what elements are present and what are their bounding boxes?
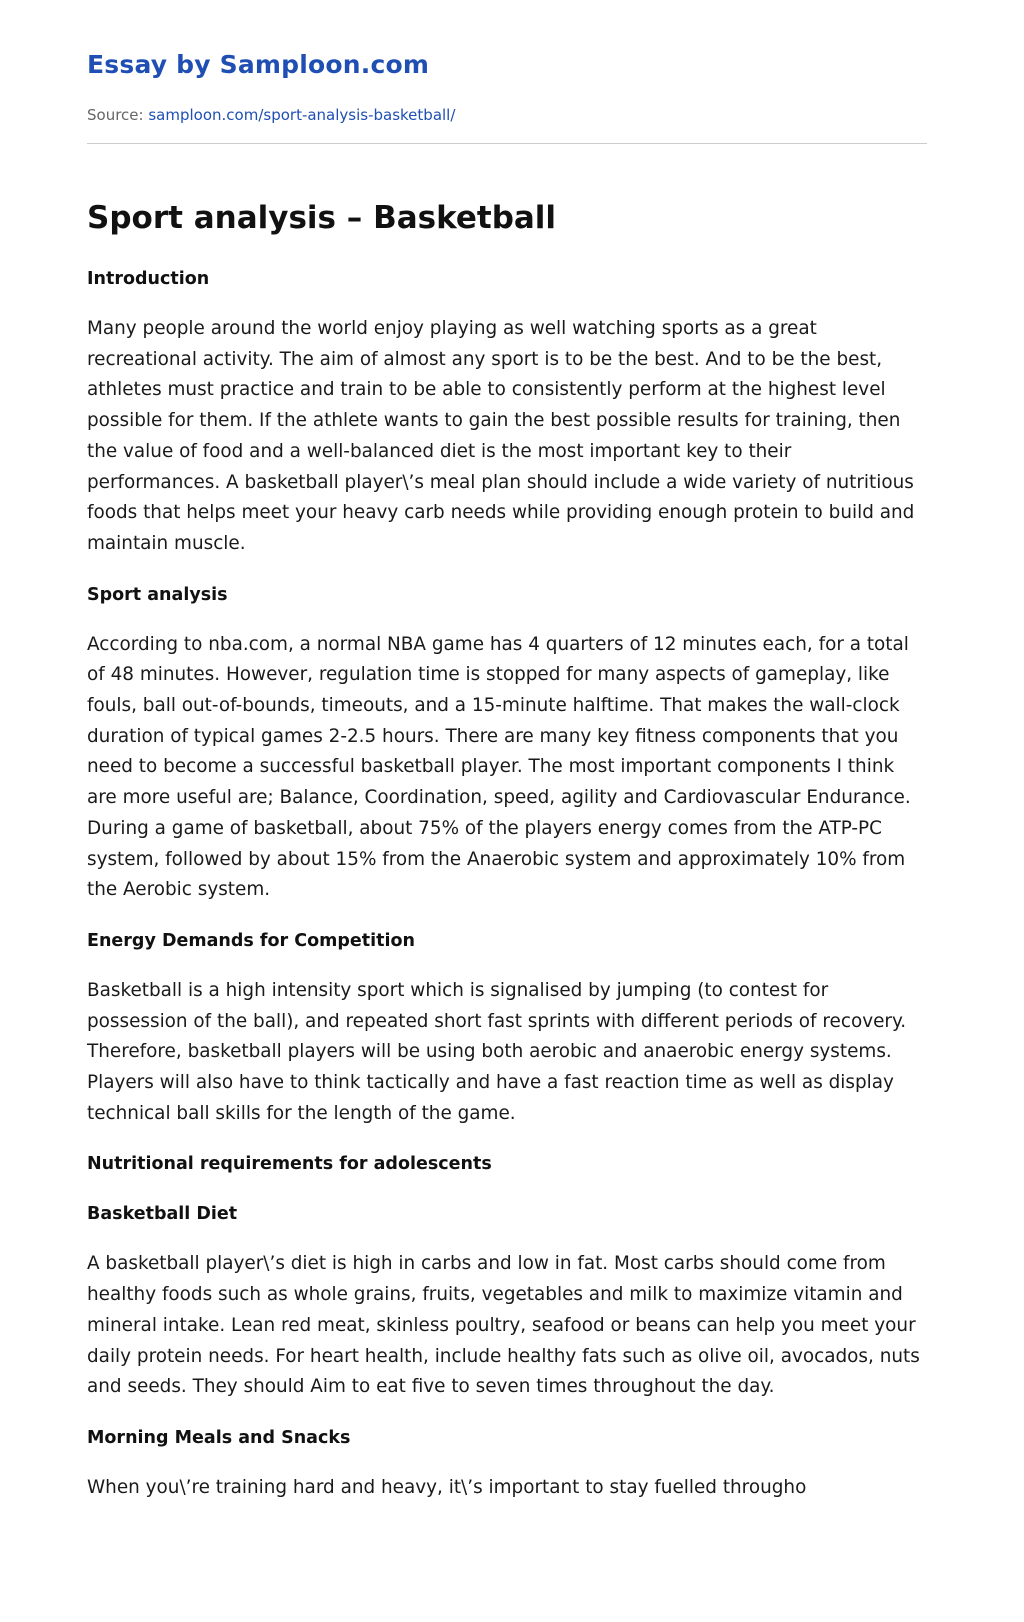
section-heading-nutritional-requirements: Nutritional requirements for adolescents [87,1154,492,1175]
section-paragraph-basketball-diet: A basketball player\’s diet is high in carbs and low in fat. Most carbs should come from healthy foods such as whole grains, fruits, vegetables and milk to maximize vitamin and mineral intake. Lean red meat, skinless poultry, seafood or beans can help you meet your daily protein needs. For heart health, include healthy fats such as olive oil, avocados, nuts and seeds. They should Aim to eat five to seven times throughout the day. [87,1253,920,1398]
section-paragraph-introduction: Many people around the world enjoy playing as well watching sports as a great recreational activity. The aim of almost any sport is to be the best. And to be the best, athletes must practice and train to be able to consistently perform at the highest level possible for them. If the athlete wants to gain the best possible results for training, then the value of food and a well-balanced diet is the most important key to their performances. A basketball player\’s meal plan should include a wide variety of nutritious foods that helps meet your heavy carb needs while providing enough protein to build and maintain muscle. [87,318,915,554]
section-heading-sport-analysis: Sport analysis [87,584,228,605]
section-paragraph-energy-demands: Basketball is a high intensity sport which is signalised by jumping (to contest for possession of the ball), and repeated short fast sprints with different periods of recovery. Therefore, basketball players will be using both aerobic and anaerobic energy systems. Players will also have to think tactically and have a fast reaction time as well as display technical ball skills for the length of the game. [87,979,907,1124]
source-line [87,106,455,124]
header-divider [87,143,927,144]
site-brand[interactable]: Essay by Samploon.com [87,50,430,79]
section-heading-morning-meals: Morning Meals and Snacks [87,1427,351,1448]
section-heading-basketball-diet: Basketball Diet [87,1204,238,1225]
essay-body [87,264,927,1504]
essay-title: Sport analysis – Basketball [87,200,557,236]
section-paragraph-morning-meals: When you\’re training hard and heavy, it\’s important to stay fuelled througho [87,1476,807,1498]
source-label: Source: [87,106,144,124]
section-paragraph-sport-analysis: According to nba.com, a normal NBA game has 4 quarters of 12 minutes each, for a total of 48 minutes. However, regulation time is stopped for many aspects of gameplay, like fouls, ball out-of-bounds, timeouts, and a 15-minute halftime. That makes the wall-clock duration of typical games 2-2.5 hours. There are many key fitness components that you need to become a successful basketball player. The most important components I think are more useful are; Balance, Coordination, speed, agility and Cardiovascular Endurance. During a game of basketball, about 75% of the players energy comes from the ATP-PC system, followed by about 15% from the Anaerobic system and approximately 10% from the Aerobic system. [87,633,911,901]
section-heading-energy-demands: Energy Demands for Competition [87,930,415,951]
section-heading-introduction: Introduction [87,269,210,289]
source-link[interactable]: samploon.com/sport-analysis-basketball/ [148,106,456,124]
